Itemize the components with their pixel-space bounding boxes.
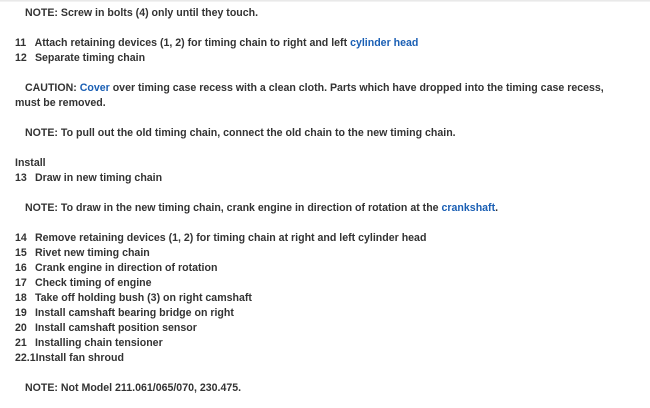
step-text: Install camshaft bearing bridge on right: [34, 307, 234, 319]
caution-prefix: CAUTION:: [25, 82, 80, 94]
step-16: [15, 261, 217, 276]
cover-link[interactable]: Cover: [79, 82, 110, 94]
step-number: 12: [15, 52, 27, 64]
step-text: Check timing of engine: [34, 277, 152, 289]
step-text: Remove retaining devices (1, 2) for timing chain at right and left cylinder head: [34, 232, 427, 244]
caution-text: over timing case recess with a clean cloth. Parts which have dropped into the timing case recess, must be removed.: [15, 82, 604, 109]
step-22-1: [15, 351, 124, 366]
step-number: 13: [15, 172, 27, 184]
step-number: 19: [15, 307, 27, 319]
note-draw-text: NOTE: To draw in the new timing chain, crank engine in direction of rotation at the: [25, 202, 442, 214]
step-text: Install fan shroud: [35, 352, 124, 364]
step-12: [15, 51, 145, 66]
step-19: [15, 306, 234, 321]
step-number: 18: [15, 292, 27, 304]
step-text: Take off holding bush (3) on right camshaft: [34, 292, 252, 304]
step-text: Separate timing chain: [34, 52, 146, 64]
step-number: 14: [15, 232, 27, 244]
step-number: 17: [15, 277, 27, 289]
note-draw-suffix: .: [495, 202, 499, 214]
step-18: [15, 291, 252, 306]
crankshaft-link[interactable]: crankshaft: [441, 202, 496, 214]
note-bolts: NOTE: Screw in bolts (4) only until they touch.: [25, 7, 259, 19]
step-text: Crank engine in direction of rotation: [34, 262, 218, 274]
step-text: Draw in new timing chain: [34, 172, 163, 184]
note-pull: NOTE: To pull out the old timing chain, connect the old chain to the new timing chain.: [25, 127, 456, 139]
step-number: 11: [15, 37, 27, 49]
step-15: [15, 246, 150, 261]
step-number: 20: [15, 322, 27, 334]
step-21: [15, 336, 163, 351]
note-draw: [25, 201, 498, 216]
step-text: Install camshaft position sensor: [34, 322, 197, 334]
top-divider: [0, 0, 650, 2]
cylinder-head-link[interactable]: cylinder head: [350, 37, 419, 49]
step-number: 21: [15, 337, 27, 349]
step-text: Installing chain tensioner: [34, 337, 163, 349]
install-heading: Install: [15, 157, 46, 169]
step-text: Rivet new timing chain: [34, 247, 150, 259]
note-model: NOTE: Not Model 211.061/065/070, 230.475.: [25, 382, 242, 394]
step-number: 22.1: [15, 352, 36, 364]
step-14: [15, 231, 426, 246]
step-number: 15: [15, 247, 27, 259]
step-11: [15, 36, 418, 51]
caution-note: [15, 81, 615, 111]
step-13: [15, 171, 162, 186]
step-20: [15, 321, 197, 336]
step-text: Attach retaining devices (1, 2) for timing chain to right and left: [34, 37, 351, 49]
step-17: [15, 276, 152, 291]
step-number: 16: [15, 262, 27, 274]
